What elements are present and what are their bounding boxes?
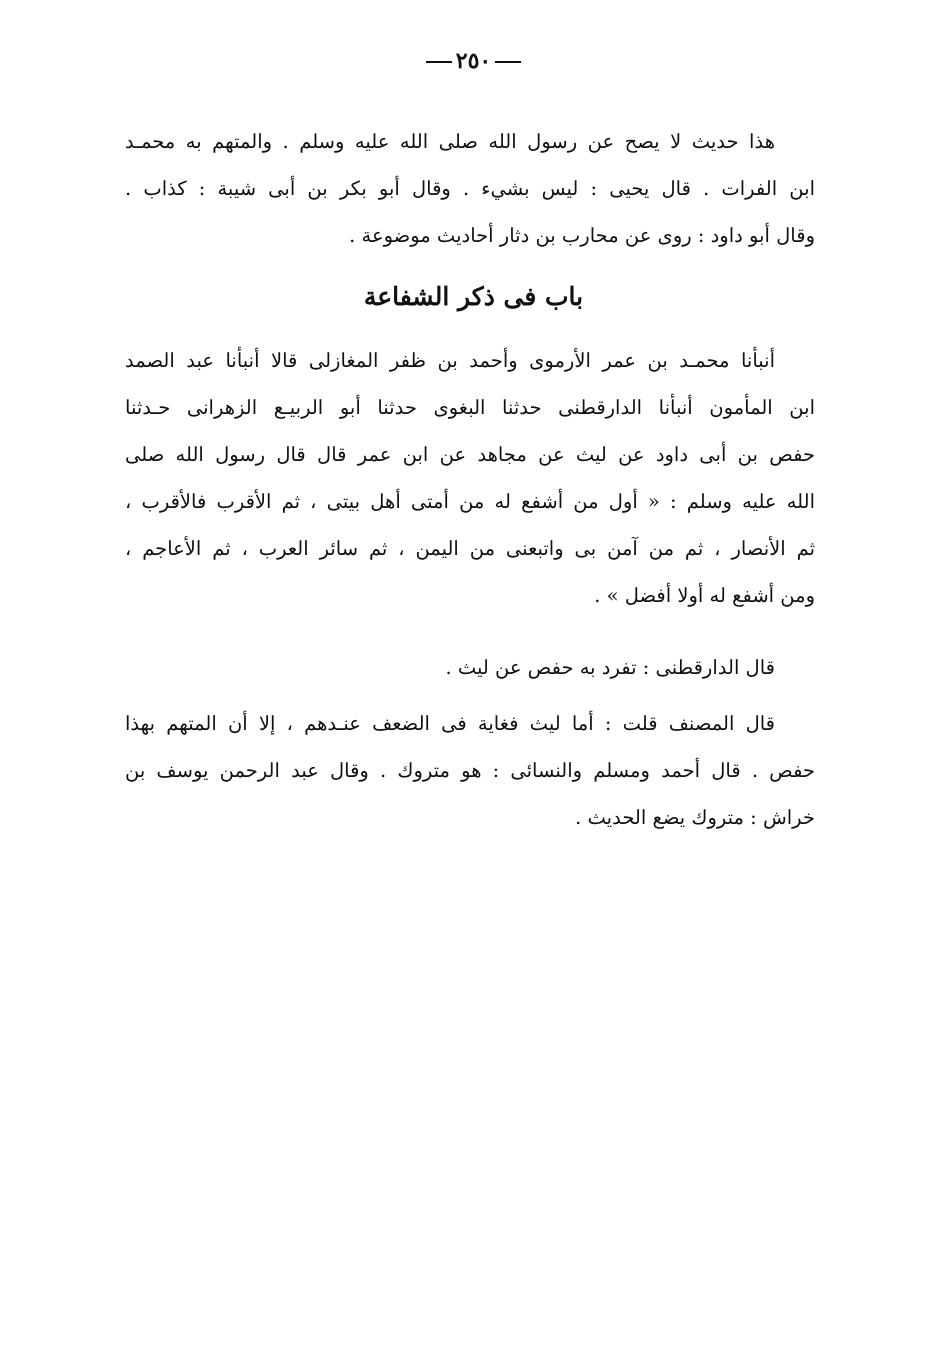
text-line: ابن المأمون أنبأنا الدارقطنى حدثنا البغوى حدثنا أبو الربيـع الزهرانى حـدثنا: [125, 396, 815, 419]
text-line: وقال أبو داود : روى عن محارب بن دثار أحاديث موضوعة .: [349, 224, 815, 247]
text-line: قال المصنف قلت : أما ليث فغاية فى الضعف عنـدهم ، إلا أن المتهم بهذا: [125, 712, 775, 735]
text-line: أنبأنا محمـد بن عمر الأرموى وأحمد بن ظفر المغازلى قالا أنبأنا عبد الصمد: [125, 349, 775, 372]
text-line: الله عليه وسلم : « أول من أشفع له من أمتى أهل بيتى ، ثم الأقرب فالأقرب ،: [125, 490, 815, 513]
paragraph-isnad: [125, 337, 815, 619]
page-number-text: ٢٥٠: [455, 48, 492, 74]
text-line: ومن أشفع له أولا أفضل » .: [594, 584, 815, 607]
left-dash: [495, 61, 521, 63]
section-heading: باب فى ذكر الشفاعة: [363, 282, 584, 311]
paragraph-hadith-verdict: [125, 118, 815, 259]
text-line: ابن الفرات . قال يحيى : ليس بشيء . وقال أبو بكر بن أبى شيبة : كذاب .: [125, 177, 815, 200]
right-dash: [426, 61, 452, 63]
text-line: حفص . قال أحمد ومسلم والنسائى : هو متروك . وقال عبد الرحمن يوسف بن: [125, 759, 815, 782]
text-line: ثم الأنصار ، ثم من آمن بى واتبعنى من اليمن ، ثم سائر العرب ، ثم الأعاجم ،: [125, 537, 815, 560]
text-line: حفص بن أبى داود عن ليث عن مجاهد عن ابن عمر قال قال رسول الله صلى: [125, 443, 815, 466]
paragraph-author-comment: [125, 700, 815, 841]
text-line: هذا حديث لا يصح عن رسول الله صلى الله عليه وسلم . والمتهم به محمـد: [125, 130, 775, 153]
text-line: قال الدارقطنى : تفرد به حفص عن ليث .: [445, 656, 775, 679]
paragraph-daraqutni: [125, 644, 815, 691]
text-line: خراش : متروك يضع الحديث .: [575, 806, 815, 829]
page-number: [0, 48, 947, 74]
